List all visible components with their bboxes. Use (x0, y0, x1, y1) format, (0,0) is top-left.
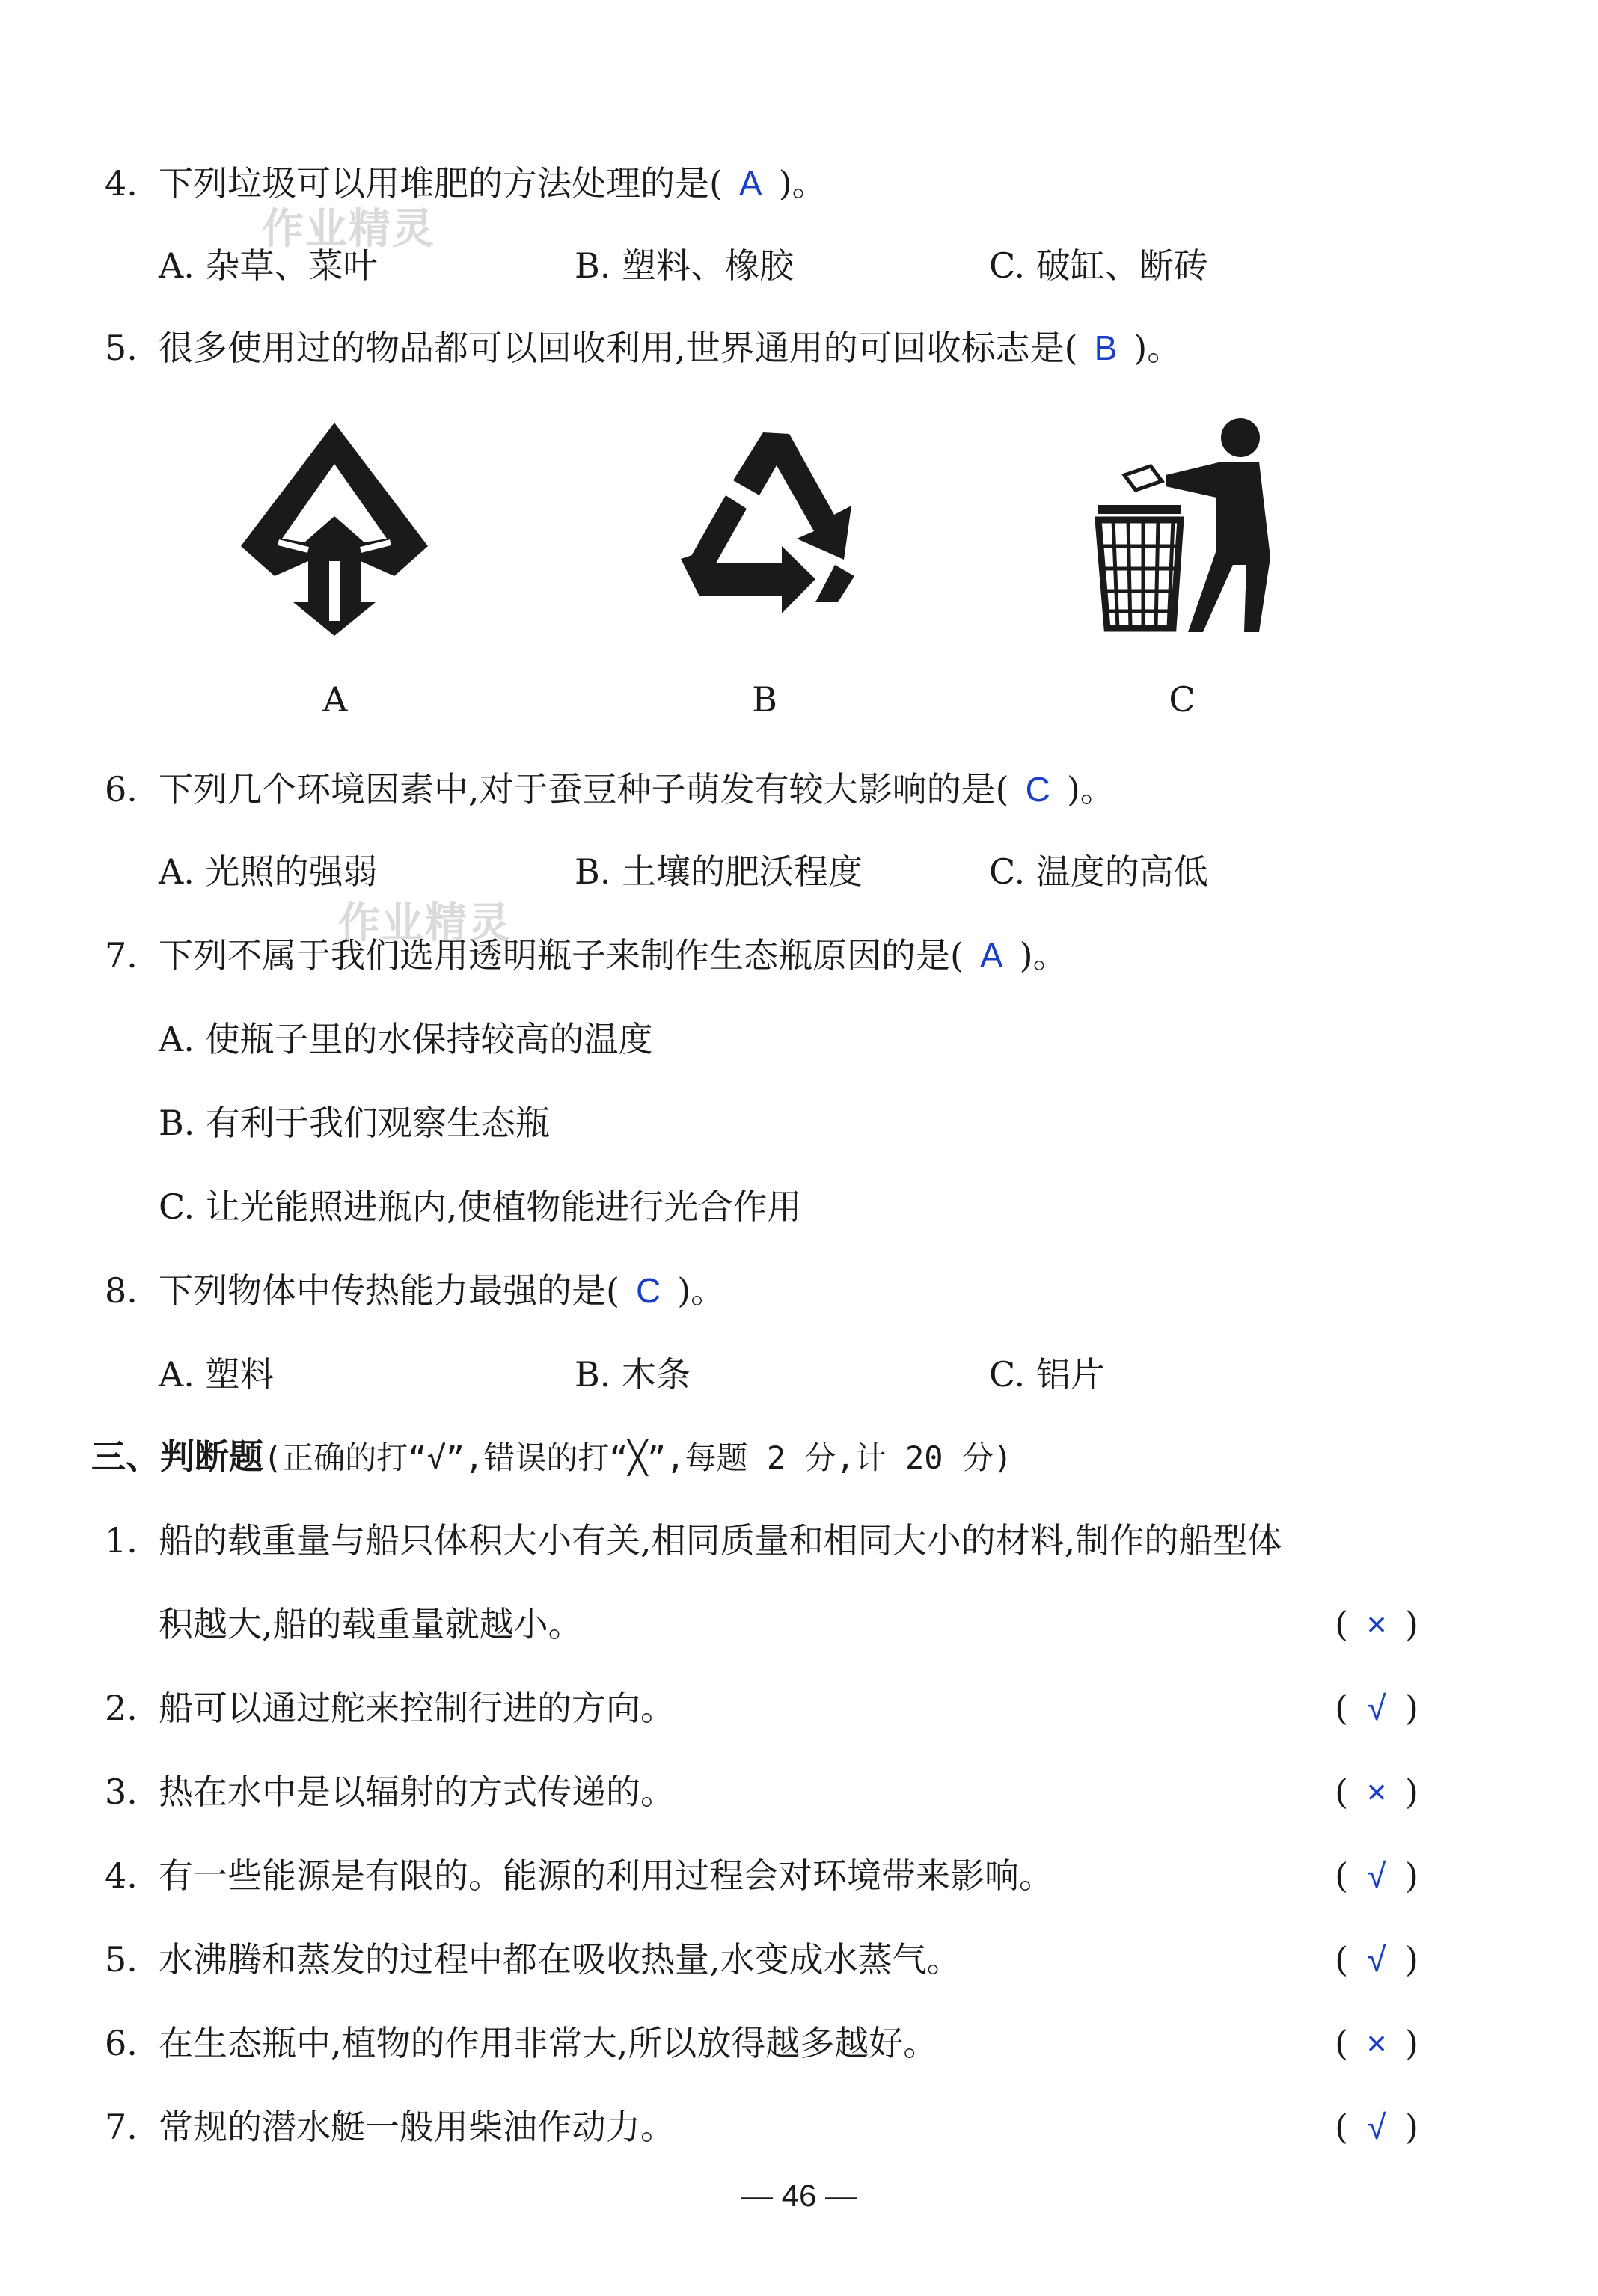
judgment-number: 3. (105, 1772, 138, 1812)
judgment-mark: √ (1367, 1940, 1386, 1979)
question-8 (0, 1257, 1598, 1324)
judgment-number: 5. (105, 1939, 138, 1980)
question-text: 很多使用过的物品都可以回收利用,世界通用的可回收标志是( B )。 (159, 328, 1182, 368)
judgment-text: 在生态瓶中,植物的作用非常大,所以放得越多越好。 (159, 2023, 938, 2063)
judgment-number: 7. (105, 2107, 138, 2147)
question-7-option-a (0, 1005, 1598, 1073)
question-7-option-c (0, 1173, 1598, 1240)
litter-bin-person-icon (1091, 415, 1278, 640)
judgment-4 (0, 1842, 1598, 1909)
judgment-2 (0, 1674, 1598, 1742)
option-a: A. 使瓶子里的水保持较高的温度 (159, 1019, 653, 1059)
question-number: 7. (105, 935, 138, 976)
question-number: 8. (105, 1270, 138, 1311)
option-b: B. 有利于我们观察生态瓶 (159, 1103, 551, 1143)
answer-box: ( √ ) (1306, 1674, 1418, 1742)
watermark: 作业精灵 (338, 899, 512, 948)
judgment-number: 4. (105, 1855, 138, 1896)
answer: A (738, 164, 762, 203)
judgment-number: 1. (105, 1520, 138, 1561)
answer-box: ( × ) (1306, 1758, 1418, 1825)
option-c: C. 破缸、断砖 (989, 245, 1208, 286)
question-number: 4. (105, 163, 138, 203)
recycle-triangle-icon (658, 426, 868, 621)
answer-box: ( × ) (1306, 2009, 1418, 2077)
judgment-text: 积越大,船的载重量就越小。 (159, 1604, 583, 1644)
question-7-option-b (0, 1089, 1598, 1157)
section-title: 三、判断题 (91, 1436, 263, 1477)
answer-box: ( √ ) (1306, 1926, 1418, 1993)
question-number: 6. (105, 769, 138, 809)
judgment-mark: × (1366, 1605, 1387, 1644)
judgment-1 (0, 1507, 1598, 1574)
figure-label-c: C (1169, 679, 1196, 720)
judgment-mark: √ (1367, 2107, 1386, 2146)
watermark: 作业精灵 (262, 205, 435, 254)
judgment-1-continued (0, 1591, 1598, 1658)
tree-arrows-icon (233, 419, 435, 636)
question-text: 下列物体中传热能力最强的是( C )。 (159, 1270, 726, 1311)
judgment-text: 有一些能源是有限的。能源的利用过程会对环境带来影响。 (159, 1855, 1053, 1896)
judgment-mark: √ (1367, 1856, 1386, 1895)
option-b: B. 塑料、橡胶 (575, 245, 795, 286)
question-7 (0, 922, 1598, 989)
option-b: B. 土壤的肥沃程度 (575, 851, 863, 892)
question-text: 下列几个环境因素中,对于蚕豆种子萌发有较大影响的是( C )。 (159, 769, 1115, 809)
question-4-options (0, 232, 1598, 299)
judgment-number: 6. (105, 2023, 138, 2063)
figure-label-b: B (752, 679, 777, 720)
judgment-5 (0, 1926, 1598, 1993)
judgment-mark: × (1366, 1772, 1387, 1811)
option-c: C. 温度的高低 (989, 851, 1208, 892)
judgment-text: 水沸腾和蒸发的过程中都在吸收热量,水变成水蒸气。 (159, 1939, 961, 1980)
section-heading (0, 1423, 1598, 1490)
answer-box: ( × ) (1306, 1591, 1418, 1658)
option-a: A. 光照的强弱 (159, 851, 378, 892)
question-4 (0, 150, 1598, 217)
answer: B (1094, 328, 1118, 367)
question-5 (0, 314, 1598, 382)
figure-label-a: A (322, 679, 348, 720)
question-number: 5. (105, 328, 138, 368)
judgment-text: 船的载重量与船只体积大小有关,相同质量和相同大小的材料,制作的船型体 (159, 1520, 1282, 1561)
question-6-options (0, 838, 1598, 905)
answer-box: ( √ ) (1306, 2093, 1418, 2161)
section-note: (正确的打“√”,错误的打“╳”,每题 2 分,计 20 分) (263, 1439, 1013, 1476)
judgment-text: 热在水中是以辐射的方式传递的。 (159, 1772, 675, 1812)
judgment-number: 2. (105, 1688, 138, 1728)
judgment-mark: √ (1367, 1689, 1386, 1727)
judgment-text: 船可以通过舵来控制行进的方向。 (159, 1688, 675, 1728)
answer: A (979, 936, 1003, 975)
question-text: 下列不属于我们选用透明瓶子来制作生态瓶原因的是( A )。 (159, 935, 1068, 976)
question-8-options (0, 1341, 1598, 1408)
judgment-7 (0, 2093, 1598, 2161)
page-number: — 46 — (741, 2178, 857, 2213)
option-b: B. 木条 (575, 1354, 691, 1395)
judgment-mark: × (1366, 2024, 1387, 2063)
answer: C (635, 1271, 661, 1310)
answer: C (1025, 770, 1050, 809)
judgment-3 (0, 1758, 1598, 1825)
option-a: A. 杂草、菜叶 (159, 245, 378, 286)
question-text: 下列垃圾可以用堆肥的方法处理的是( A )。 (159, 163, 827, 203)
judgment-6 (0, 2009, 1598, 2077)
option-c: C. 让光能照进瓶内,使植物能进行光合作用 (159, 1187, 802, 1227)
answer-box: ( √ ) (1306, 1842, 1418, 1909)
judgment-text: 常规的潜水艇一般用柴油作动力。 (159, 2107, 675, 2147)
question-6 (0, 756, 1598, 823)
option-c: C. 铝片 (989, 1354, 1105, 1395)
option-a: A. 塑料 (159, 1354, 275, 1395)
